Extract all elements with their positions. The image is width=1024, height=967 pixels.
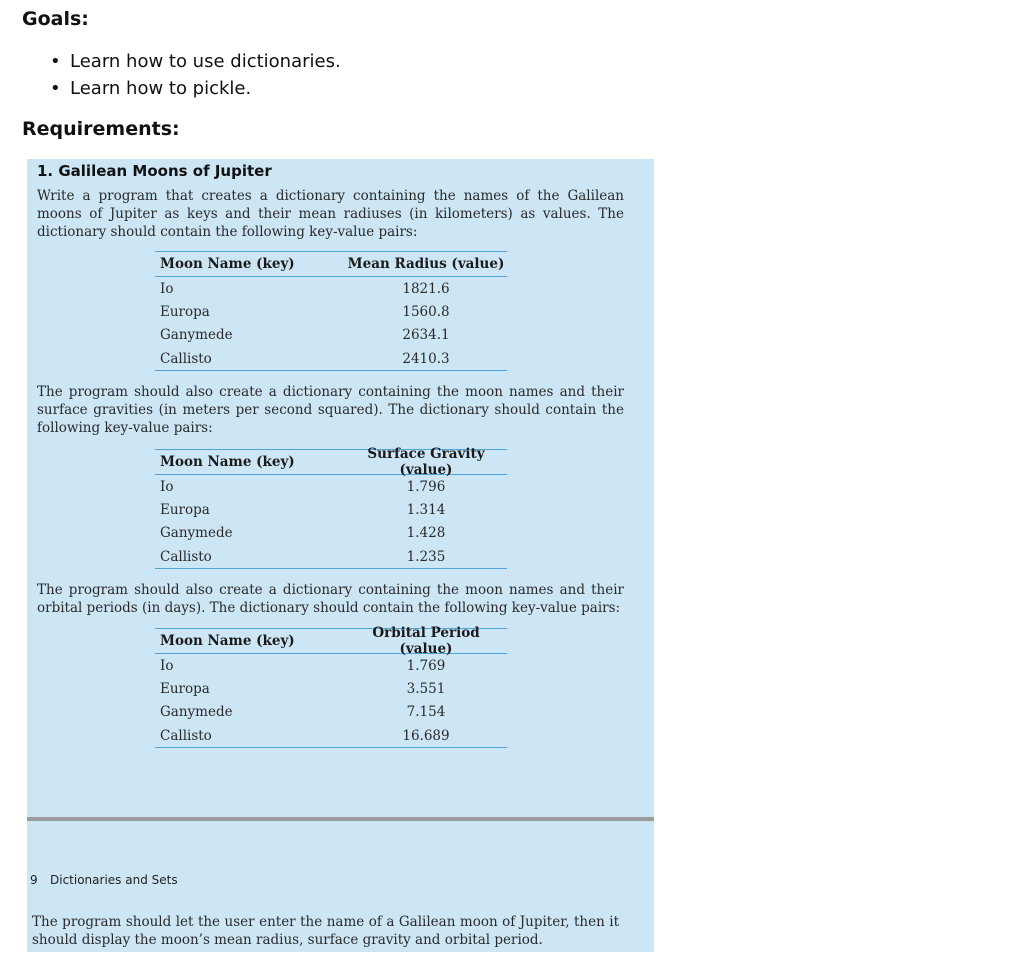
column-header-value: Mean Radius (value) [347,256,505,272]
goals-list [50,50,341,104]
table-row [155,724,507,748]
chapter-title: Dictionaries and Sets [50,873,178,887]
cell-key: Callisto [160,350,212,367]
cell-value: 1.314 [406,501,446,518]
page-number: 9 [30,873,38,887]
cell-value: 1821.6 [402,280,450,297]
column-header-key: Moon Name (key) [160,256,295,272]
cell-value: 2634.1 [402,327,450,344]
cell-value: 1.796 [406,478,446,495]
requirements-panel [27,159,654,952]
table-row [155,498,507,521]
cell-key: Io [160,657,174,674]
final-paragraph: The program should let the user enter the name of a Galilean moon of Jupiter, then it should display the moon’s mean radius, surface gravity and orbital period. [32,914,619,948]
mean-radius-table [155,251,507,371]
list-item [50,50,341,77]
requirements-heading: Requirements: [22,118,180,140]
table-row [155,545,507,569]
table-row [155,654,507,677]
orbital-period-table [155,625,507,748]
cell-value: 16.689 [402,727,450,744]
table-row [155,522,507,545]
table-header [155,625,507,657]
cell-value: 2410.3 [402,350,450,367]
column-header-key: Moon Name (key) [160,633,295,649]
cell-key: Ganymede [160,327,233,344]
cell-key: Io [160,478,174,495]
cell-value: 7.154 [406,704,446,721]
goals-heading: Goals: [22,8,89,30]
bullet-icon: • [50,78,61,99]
table-row [155,701,507,724]
cell-key: Callisto [160,727,212,744]
cell-key: Io [160,280,174,297]
column-header-value: Surface Gravity (value) [367,446,485,478]
cell-key: Europa [160,303,210,320]
table-row [155,677,507,700]
cell-value: 1560.8 [402,303,450,320]
cell-value: 3.551 [406,680,446,697]
column-header-value: Orbital Period (value) [372,625,480,657]
list-item [50,77,341,104]
cell-key: Ganymede [160,704,233,721]
table-row [155,324,507,347]
surface-gravity-table [155,446,507,569]
cell-value: 1.428 [406,525,446,542]
cell-key: Ganymede [160,525,233,542]
cell-key: Europa [160,680,210,697]
cell-value: 1.235 [406,548,446,565]
intro-paragraph: Write a program that creates a dictionary containing the names of the Galilean moons of Jupiter as keys and their mean radiuses (in kilometers) as values. The dictionary should contain the following key-value pairs: [37,188,624,240]
table-header [155,446,507,478]
orbital-period-paragraph: The program should also create a dictionary containing the moon names and their orbital periods (in days). The dictionary should contain the following key-value pairs: [37,582,624,616]
section-title: 1. Galilean Moons of Jupiter [37,162,272,180]
goal-text: Learn how to use dictionaries. [70,51,341,72]
table-row [155,277,507,300]
table-row [155,475,507,498]
bullet-icon: • [50,51,61,72]
column-header-key: Moon Name (key) [160,454,295,470]
table-header [155,251,507,277]
table-row [155,347,507,371]
surface-gravity-paragraph: The program should also create a dictionary containing the moon names and their surface gravities (in meters per second squared). The dictionary should contain the following key-value pairs: [37,384,624,436]
table-row [155,300,507,323]
cell-key: Callisto [160,548,212,565]
cell-key: Europa [160,501,210,518]
goal-text: Learn how to pickle. [70,78,252,99]
cell-value: 1.769 [406,657,446,674]
page-break-divider [27,817,654,821]
